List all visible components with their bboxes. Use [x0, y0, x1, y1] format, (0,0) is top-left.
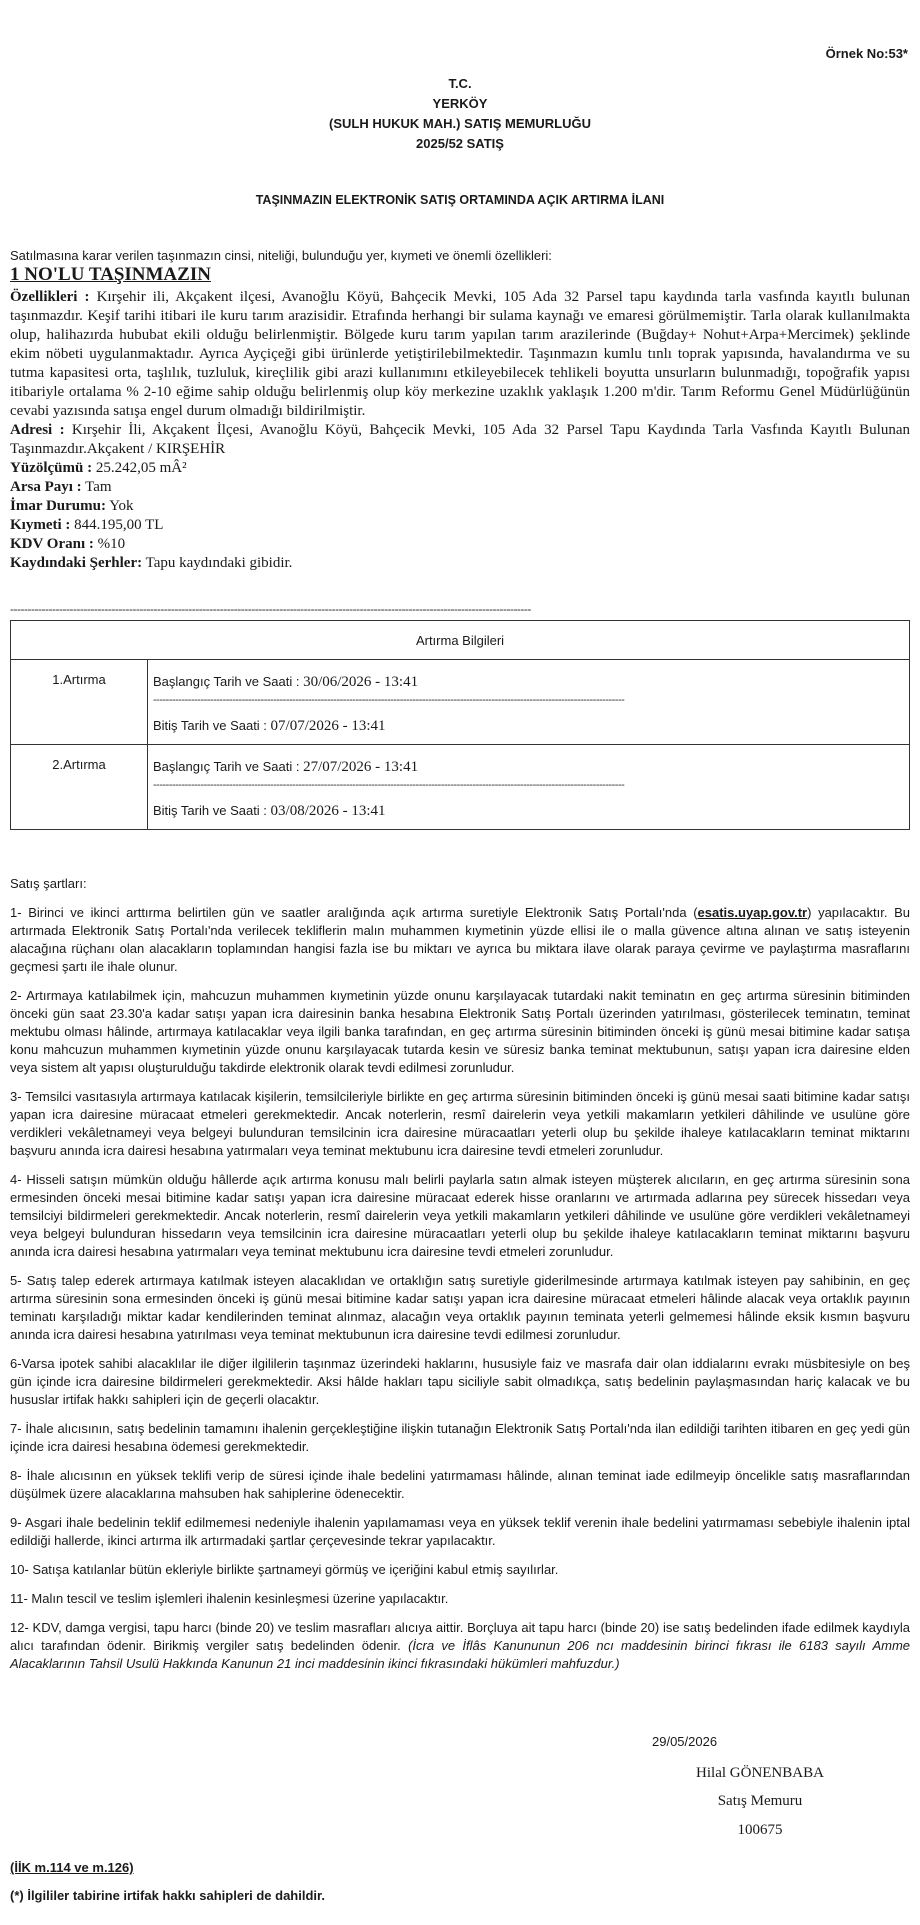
kiymet-value: 844.195,00 TL	[74, 517, 164, 533]
adres-value: Kırşehir İli, Akçakent İlçesi, Avanoğlu Köyü, Bahçecik Mevki, 105 Ada 32 Parsel Tapu Kaydında Tarla Vasfında Kayıtlı Bulunan Taşınmazdır.Akçakent / KIRŞEHİR	[10, 422, 910, 457]
artirma-dates	[148, 660, 910, 745]
sart-12	[10, 1619, 910, 1673]
sart-12-italic: (İcra ve İflâs Kanununun 206 ncı maddesinin birinci fıkrası ile 6183 sayılı Amme Alacaklarının Tahsil Usulü Hakkında Kanunun 21 inci maddesinin ikinci fıkrasındaki hükümleri mahfuzdur.)	[10, 1638, 910, 1671]
end-value: 03/08/2026 - 13:41	[270, 803, 386, 819]
serhler-label: Kaydındaki Şerhler:	[10, 555, 143, 571]
header-tc: T.C.	[448, 76, 472, 91]
sart-9: 9- Asgari ihale bedelinin teklif edilmemesi nedeniyle ihalenin yapılamaması veya en yüksek teklif verenin ihale bedelini yatırmaması sebebiyle ihalenin iptal edildiği hallerde, ikinci artırma ilk artırmadaki şartlar çerçevesinde tekrar yapılacaktır.	[10, 1515, 910, 1548]
ozellikleri-paragraph	[10, 288, 910, 421]
ilan-date: 29/05/2026	[652, 1734, 718, 1749]
arsa-payi-label: Arsa Payı :	[10, 479, 82, 495]
artirma-row	[11, 745, 910, 830]
sartlar-list	[10, 904, 910, 1684]
header-yerkoy: YERKÖY	[432, 96, 488, 111]
kdv-value: %10	[97, 536, 126, 552]
adres-paragraph	[10, 421, 910, 459]
memur-sicil: 100675	[737, 1822, 783, 1838]
yuzolcumu-value: 25.242,05 mÂ²	[95, 460, 187, 476]
start-label: Başlangıç Tarih ve Saati :	[153, 759, 300, 774]
artirma-table-title: Artırma Bilgileri	[11, 621, 910, 660]
kdv-line	[10, 535, 910, 554]
sart-6: 6-Varsa ipotek sahibi alacaklılar ile diğer ilgililerin taşınmaz üzerindeki haklarını, hususiyle faiz ve masrafa dair olan iddialarını evrakı müsbitesiyle on beş gün içinde icra dairesine bildirmeleri gerekmektedir. Aksi hâlde hakları tapu siciliyle sabit olmadıkça, satış bedelinin paylaşmasından hariç kalacak ve bu hususlar irtifak hakkı sahipleri için de geçerli olacaktır.	[10, 1356, 910, 1407]
sart-1	[10, 904, 910, 976]
header-office: (SULH HUKUK MAH.) SATIŞ MEMURLUĞU	[329, 116, 591, 131]
sart-4: 4- Hisseli satışın mümkün olduğu hâllerde açık artırma konusu malı belirli paylarla satın almak isteyen müşterek alıcıların, en geç artırma süresinin sona ermesinden önceki mesai bitimine kadar satışı yapan icra dairesine müracaat ederek hisse oranlarını ve artırmada adlarına pey sürecek hissedarı veya temsilciyi bildirmeleri gerekmektedir. Ancak noterlerin, resmî dairelerin veya yetkili makamların yetkileri dâhilinde ve usulüne göre verdikleri vekâletnameyi veya belgeyi bulunduran hissedarın veya temsilcinin icra dairesine müracaatları yeterli olup bu şekilde ihaleye katılacakların teminat miktarını başvuru anında icra dairesi hesabına yatırmaları veya teminat mektubunu icra dairesine tevdi etmeleri zorunludur.	[10, 1172, 910, 1259]
sart-2: 2- Artırmaya katılabilmek için, mahcuzun muhammen kıymetinin yüzde onunu karşılayacak tutardaki nakit teminatın en geç artırma süresinin bitiminden önceki gün saat 23.30'a kadar satışı yapan icra dairesinin banka hesabına Elektronik Satış Portalı üzerinden yatırılması, gösterilecek teminatın, teminat mektubu olması hâlinde, artırmaya katılacaklar veya ilgili banka tarafından, en geç artırma süresinin bitiminden önceki iş günü mesai bitimine kadar satışa konu mahcuzun muhammen kıymetinin yüzde onunu karşılayacak tutarda kesin ve süresiz banka teminat mektubunun, satışı yapan icra dairesine elden veya sistem alt yapısı oluşturulduğu takdirde elektronik olarak tevdi edilmesi zorunludur.	[10, 988, 910, 1075]
ornek-no: Örnek No:53*	[825, 46, 908, 61]
intro-text: Satılmasına karar verilen taşınmazın cinsi, niteliği, bulunduğu yer, kıymeti ve önemli özellikleri:	[10, 248, 552, 263]
start-value: 27/07/2026 - 13:41	[303, 759, 419, 775]
sart-5: 5- Satış talep ederek artırmaya katılmak isteyen alacaklıdan ve ortaklığın satış suretiyle giderilmesinde artırmaya katılmak isteyen pay sahibinin, en geç artırma süresinin sona ermesinden önceki iş günü mesai bitimine kadar satışı yapan icra dairesine müracaat etmeleri hâlinde alacak veya ortaklık payının teminatı karşıladığı miktar kadar kendilerinden teminat alınmaz, alacağın veya ortaklık payının teminata yeterli gelmemesi hâlinde eksik kısmın başvuru anında icra dairesi hesabına yatırılması veya teminat mektubunun icra dairesine tevdi edilmesi zorunludur.	[10, 1273, 910, 1342]
artirma-dates	[148, 745, 910, 830]
section-separator: -----------------------------------------------------------------------------------------------------------------------------------------------------	[10, 602, 531, 616]
sart-10: 10- Satışa katılanlar bütün ekleriyle birlikte şartnameyi görmüş ve içeriğini kabul etmiş sayılırlar.	[10, 1562, 559, 1577]
sartlar-title: Satış şartları:	[10, 876, 87, 891]
artirma-label: 2.Artırma	[11, 745, 148, 830]
footnote: (*) İlgililer tabirine irtifak hakkı sahipleri de dahildir.	[10, 1888, 325, 1903]
row-separator: -----------------------------------------------------------------------------------------------------------------------------------------------------	[153, 694, 625, 706]
tasinmaz-title: 1 NO'LU TAŞINMAZIN	[10, 264, 211, 285]
end-value: 07/07/2026 - 13:41	[270, 718, 386, 734]
kdv-label: KDV Oranı :	[10, 536, 94, 552]
ozellikleri-value: Kırşehir ili, Akçakent ilçesi, Avanoğlu Köyü, Bahçecik Mevki, 105 Ada 32 Parsel tapu kaydında tarla vasfında kayıtlı bulunan taşınmazdır. Keşif tarihi itibari ile kuru tarım arazisidir. Etrafında herhangi bir sulama kaynağı ve emaresi görülmemiştir. Tarla olarak kullanılmakta olup, halihazırda hububat ekili olduğu belirlenmiştir. Bölgede kuru tarım yapılan tarım arazilerinde (Buğday+ Nohut+Arpa+Mercimek) şeklinde ekim nöbeti uygulanmaktadır. Ayrıca Ayçiçeği gibi ürünlerde yetiştirilebilmektedir. Taşınmazın kumlu tınlı toprak yapısında, havalandırma ve su tutma kapasitesi orta, taşlılık, tuzluluk, kireçlilik gibi arazi kullanımını etkileyebilecek tehlikeli boyutta unsurların bulunmadığı, topoğrafik yapısı itibariyle ortalama % 2-10 eğime sahip olduğu belirlenmiş olup köy merkezine uzaklık yaklaşık 1.200 m'dir. Tarım Reformu Genel Müdürlüğünün cevabi yazısında satışa engel durum olmadığı bildirilmiştir.	[10, 289, 910, 419]
sart-7: 7- İhale alıcısının, satış bedelinin tamamını ihalenin gerçekleştiğine ilişkin tutanağın Elektronik Satış Portalı'nda ilan edildiği tarihten itibaren en geç yedi gün içinde icra dairesi hesabına ödemesi gerekmektedir.	[10, 1421, 910, 1454]
sart-8: 8- İhale alıcısının en yüksek teklifi verip de süresi içinde ihale bedelini yatırmaması hâlinde, alınan teminat iade edilmeyip öncelikle satış masraflarından düşülmek üzere alacaklarına mahsuben hak sahiplerine ödenecektir.	[10, 1468, 910, 1501]
kiymet-label: Kıymeti :	[10, 517, 71, 533]
imar-line	[10, 497, 910, 516]
ilan-title: TAŞINMAZIN ELEKTRONİK SATIŞ ORTAMINDA AÇIK ARTIRMA İLANI	[255, 193, 665, 207]
end-label: Bitiş Tarih ve Saati :	[153, 803, 267, 818]
start-value: 30/06/2026 - 13:41	[303, 674, 419, 690]
imar-value: Yok	[109, 498, 134, 514]
artirma-table	[10, 620, 910, 830]
row-separator: -----------------------------------------------------------------------------------------------------------------------------------------------------	[153, 779, 625, 791]
yuzolcumu-label: Yüzölçümü :	[10, 460, 93, 476]
artirma-label: 1.Artırma	[11, 660, 148, 745]
yuzolcumu-line	[10, 459, 910, 478]
esatis-link[interactable]: esatis.uyap.gov.tr	[697, 905, 808, 920]
imar-label: İmar Durumu:	[10, 498, 106, 514]
sart-1-text: 1- Birinci ve ikinci arttırma belirtilen gün ve saatler aralığında açık artırma suretiyle Elektronik Satış Portalı'nda (	[10, 905, 698, 920]
ozellikleri-label: Özellikleri :	[10, 289, 90, 305]
memur-name: Hilal GÖNENBABA	[696, 1765, 824, 1781]
iik-reference[interactable]: (İİK m.114 ve m.126)	[10, 1860, 134, 1875]
sart-12-text: 12- KDV, damga vergisi, tapu harcı (binde 20) ve teslim masrafları alıcıya aittir. Borçluya ait tapu harcı (binde 20) ise satış bedelinden ifade edilmek kaydıyla alıcı tarafından ödenir. Birikmiş vergiler satış bedelinden ödenir.	[10, 1620, 910, 1653]
sart-3: 3- Temsilci vasıtasıyla artırmaya katılacak kişilerin, temsilcileriyle birlikte en geç artırma süresinin bitiminden önceki iş günü mesai saati bitimine kadar satışı yapan icra dairesine müracaat etmeleri gerekmektedir. Ancak noterlerin, resmî dairelerin veya yetkili makamların yetkileri dâhilinde ve usulüne göre verdikleri vekâletnameyi veya belgeyi bulunduran temsilcinin icra dairesine müracaatları yeterli olup bu şekilde ihaleye katılacakların teminat miktarını başvuru anında icra dairesi hesabına yatırmaları veya teminat mektubunu icra dairesine tevdi etmeleri zorunludur.	[10, 1089, 910, 1158]
memur-title: Satış Memuru	[717, 1793, 803, 1809]
document-header	[0, 74, 920, 154]
sart-1-text-end: ) yapılacaktır. Bu artırmada Elektronik Satış Portalı'nda verilecek tekliflerin malın muhammen kıymetinin yüzde ellisi ile o malla güvence altına alınan ve satış isteyenin alacağına rüçhanı olan alacakların toplamından hangisi fazla ise bu miktarı ve ayrıca bu miktara ilave olarak paraya çevirme ve paylaştırma masraflarını geçmesi şartı ile ihale olunur.	[10, 905, 910, 974]
adres-label: Adresi :	[10, 422, 65, 438]
artirma-row	[11, 660, 910, 745]
kiymet-line	[10, 516, 910, 535]
header-file-no: 2025/52 SATIŞ	[416, 136, 504, 151]
arsa-payi-value: Tam	[85, 479, 112, 495]
sart-11: 11- Malın tescil ve teslim işlemleri ihalenin kesinleşmesi üzerine yapılacaktır.	[10, 1591, 449, 1606]
start-label: Başlangıç Tarih ve Saati :	[153, 674, 300, 689]
end-label: Bitiş Tarih ve Saati :	[153, 718, 267, 733]
serhler-value: Tapu kaydındaki gibidir.	[145, 555, 293, 571]
arsa-payi-line	[10, 478, 910, 497]
serhler-line	[10, 554, 910, 573]
tasinmaz-properties	[10, 288, 910, 573]
